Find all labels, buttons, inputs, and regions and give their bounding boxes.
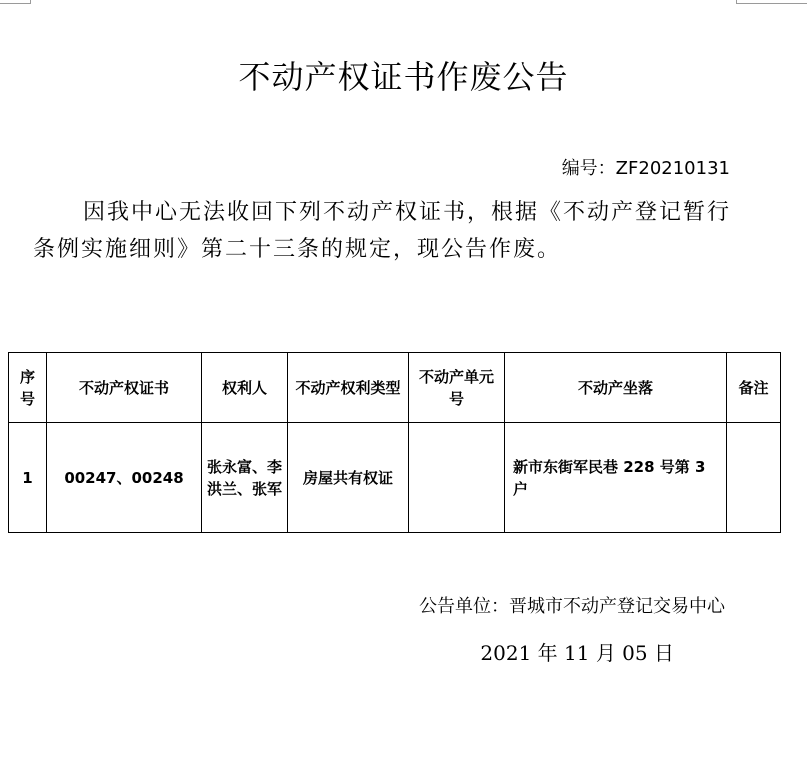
header-certificate: 不动产权证书 [47, 353, 202, 423]
header-remarks: 备注 [727, 353, 781, 423]
header-right-type: 不动产权利类型 [288, 353, 409, 423]
crop-mark-top-right-horizontal [736, 3, 807, 4]
header-owner: 权利人 [202, 353, 288, 423]
document-number: 编号：ZF20210131 [561, 158, 730, 179]
cell-serial: 1 [9, 423, 47, 533]
announcement-date: 2021 年 11 月 05 日 [480, 641, 674, 665]
crop-mark-top-left-horizontal [0, 3, 30, 4]
cell-remarks [727, 423, 781, 533]
table-row [9, 423, 781, 533]
cell-owner: 张永富、李洪兰、张军 [202, 423, 288, 533]
crop-mark-top-left-vertical [30, 0, 31, 4]
certificate-table [8, 352, 781, 533]
issuing-unit: 公告单位：晋城市不动产登记交易中心 [419, 596, 725, 617]
cell-location: 新市东街军民巷 228 号第 3 户 [505, 423, 727, 533]
header-serial: 序号 [9, 353, 47, 423]
crop-mark-top-right-vertical [736, 0, 737, 4]
announcement-body: 因我中心无法收回下列不动产权证书，根据《不动产登记暂行条例实施细则》第二十三条的规定，现公告作废。 [33, 200, 732, 262]
table-header-row [9, 353, 781, 423]
header-location: 不动产坐落 [505, 353, 727, 423]
page-title: 不动产权证书作废公告 [238, 58, 569, 96]
header-unit-number: 不动产单元号 [409, 353, 505, 423]
cell-right-type: 房屋共有权证 [288, 423, 409, 533]
cell-certificate: 00247、00248 [47, 423, 202, 533]
cell-unit-number [409, 423, 505, 533]
